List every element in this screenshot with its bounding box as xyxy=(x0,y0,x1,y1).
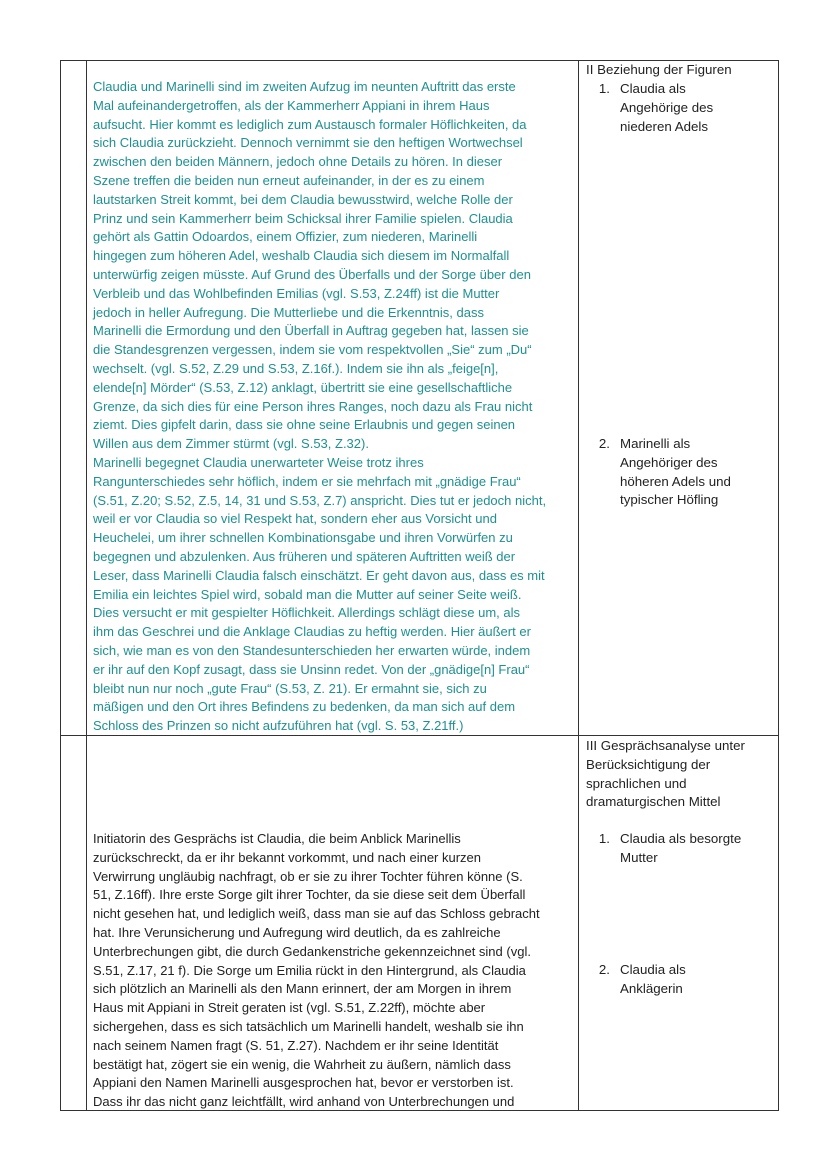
text-line: Claudia und Marinelli sind im zweiten Aufzug im neunten Auftritt das erste xyxy=(93,79,516,94)
heading-line: dramaturgischen Mittel xyxy=(586,794,721,810)
item-label-line: niederen Adels xyxy=(620,118,708,134)
text-line: sich, wie man es von den Standesunterschieden her erwarten würde, indem xyxy=(93,642,531,658)
text-line: Willen aus dem Zimmer stürmt (vgl. S.53, Z.32). xyxy=(93,436,369,452)
text-line: unterwürfig zeigen müsste. Auf Grund des Überfalls und der Sorge über den xyxy=(93,266,531,282)
item-label-line: Claudia als xyxy=(620,81,686,96)
text-line: Dass ihr das nicht ganz leichtfällt, wird anhand von Unterbrechungen und xyxy=(93,1094,515,1110)
text-line: zwischen den beiden Männern, jedoch ohne Details zu hören. In dieser xyxy=(93,154,503,170)
table-left-border xyxy=(60,60,61,1111)
heading-line: Berücksichtigung der xyxy=(586,756,711,772)
item-label-line: typischer Höfling xyxy=(620,492,719,508)
item-label-line: Angehörige des xyxy=(620,99,714,115)
text-line: ziemt. Dies gipfelt darin, dass sie ohne seine Erlaubnis und gegen seinen xyxy=(93,417,516,433)
text-line: Haus mit Appiani in Streit geraten ist (vgl. S.51, Z.22ff), möchte aber xyxy=(93,1000,486,1016)
text-line: (S.51, Z.20; S.52, Z.5, 14, 31 und S.53, Z.7) anspricht. Dies tut er jedoch nicht, xyxy=(93,492,547,508)
text-line: nicht gesehen hat, und lediglich weiß, dass man sie auf das Schloss gebracht xyxy=(93,906,540,922)
text-line: gehört als Gattin Odoardos, einem Offizier, zum niederen, Marinelli xyxy=(93,229,478,245)
text-line: Rangunterschiedes sehr höflich, indem er sie mehrfach mit „gnädige Frau“ xyxy=(93,473,521,489)
section-heading-beziehung: II Beziehung der Figuren xyxy=(586,62,732,77)
text-line: hingegen zum höheren Adel, weshalb Claudia sich diesem im Normalfall xyxy=(93,248,510,264)
heading-line: III Gesprächsanalyse unter xyxy=(586,738,745,753)
text-line: Verbleib und das Wohlbefinden Emilias (vgl. S.53, Z.24ff) ist die Mutter xyxy=(93,285,500,301)
text-line: wechselt. (vgl. S.52, Z.29 und S.53, Z.16f.). Indem sie ihn als „feige[n], xyxy=(93,360,499,376)
text-line: Emilia ein leichtes Spiel wird, sobald man die Mutter auf seiner Seite weiß. xyxy=(93,586,522,602)
text-line: Unterbrechungen gibt, die durch Gedankenstriche gekennzeichnet sind (vgl. xyxy=(93,943,531,959)
section1-paragraph2 xyxy=(93,454,546,736)
text-line: Dies versucht er mit gespielter Höflichkeit. Allerdings schlägt diese um, als xyxy=(93,605,521,621)
text-line: Szene treffen die beiden nun erneut aufeinander, in der es zu einem xyxy=(93,172,485,188)
text-line: Marinelli die Ermordung und den Überfall in Auftrag gegeben hat, lassen sie xyxy=(93,323,529,339)
item-label-line: höheren Adels und xyxy=(620,473,731,489)
heading-line: sprachlichen und xyxy=(586,775,687,791)
text-line: bleibt nun nur noch „gute Frau“ (S.53, Z. 21). Er ermahnt sie, sich zu xyxy=(93,680,487,696)
item-label-line: Marinelli als xyxy=(620,436,691,451)
item-label-line: Anklägerin xyxy=(620,980,683,996)
item-label xyxy=(620,830,741,868)
text-line: mäßigen und den Ort ihres Befindens zu bedenken, da man sich auf dem xyxy=(93,699,516,715)
text-line: aufsucht. Hier kommt es lediglich zum Austausch formaler Höflichkeiten, da xyxy=(93,116,527,132)
text-line: Verwirrung ungläubig nachfragt, ob er sie zu ihrer Tochter führen könne (S. xyxy=(93,868,523,884)
text-line: Mal aufeinandergetroffen, als der Kammerherr Appiani in ihrem Haus xyxy=(93,97,490,113)
item-label-line: Mutter xyxy=(620,849,658,865)
table-right-border xyxy=(778,60,779,1111)
item-label xyxy=(620,435,731,510)
text-line: zurückschreckt, da er ihr bekannt vorkommt, und nach einer kurzen xyxy=(93,849,482,865)
text-line: ihm das Geschrei und die Anklage Claudias zu heftig werden. Hier äußert er xyxy=(93,624,531,640)
item-number: 1. xyxy=(598,831,610,846)
text-line: sich plötzlich an Marinelli als den Mann erinnert, der am Morgen in ihrem xyxy=(93,981,512,997)
text-line: weil er vor Claudia so viel Respekt hat, sondern eher aus Vorsicht und xyxy=(93,511,497,527)
text-line: Marinelli begegnet Claudia unerwarteter Weise trotz ihres xyxy=(93,455,424,470)
text-line: hat. Ihre Verunsicherung und Aufregung wird deutlich, da es zahlreiche xyxy=(93,924,501,940)
text-line: die Standesgrenzen vergessen, indem sie vom respektvollen „Sie“ zum „Du“ xyxy=(93,342,532,358)
section1-paragraph1 xyxy=(93,78,532,454)
item-label xyxy=(620,961,686,999)
item-label-line: Claudia als besorgte xyxy=(620,831,742,846)
text-line: er ihr auf den Kopf zusagt, dass sie Unsinn redet. Von der „gnädige[n] Frau“ xyxy=(93,661,530,677)
text-line: sichergehen, dass es sich tatsächlich um Marinelli handelt, weshalb sie ihn xyxy=(93,1018,524,1034)
column-divider-1 xyxy=(86,60,87,1111)
section-heading-gespraechsanalyse xyxy=(586,737,745,812)
section2-paragraph xyxy=(93,830,540,1112)
item-label-line: Claudia als xyxy=(620,962,686,977)
text-line: Leser, dass Marinelli Claudia falsch einschätzt. Er geht davon aus, dass es mit xyxy=(93,567,545,583)
item-number: 1. xyxy=(598,81,610,96)
item-number: 2. xyxy=(598,436,610,451)
text-line: S.51, Z.17, 21 f). Die Sorge um Emilia rückt in den Hintergrund, als Claudia xyxy=(93,962,526,978)
text-line: bestätigt hat, zögert sie ein wenig, die Wahrheit zu äußern, nämlich dass xyxy=(93,1056,511,1072)
item-number: 2. xyxy=(598,962,610,977)
text-line: jedoch in heller Aufregung. Die Mutterliebe und die Erkenntnis, dass xyxy=(93,304,484,320)
text-line: Prinz und sein Kammerherr beim Schicksal ihrer Familie spielen. Claudia xyxy=(93,210,513,226)
text-line: nach seinem Namen fragt (S. 51, Z.27). Nachdem er ihr seine Identität xyxy=(93,1037,499,1053)
text-line: lautstarken Streit kommt, bei dem Claudia bewusstwird, welche Rolle der xyxy=(93,191,513,207)
text-line: elende[n] Mörder“ (S.53, Z.12) anklagt, übertritt sie eine gesellschaftliche xyxy=(93,379,513,395)
text-line: sich Claudia zurückzieht. Dennoch vernimmt sie den heftigen Wortwechsel xyxy=(93,135,523,151)
column-divider-2 xyxy=(578,60,579,1111)
text-line: 51, Z.16ff). Ihre erste Sorge gilt ihrer Tochter, da sie diese seit dem Überfall xyxy=(93,887,526,903)
text-line: Schloss des Prinzen so nicht aufzuführen hat (vgl. S. 53, Z.21ff.) xyxy=(93,718,464,734)
item-label-line: Angehöriger des xyxy=(620,454,718,470)
text-line: Initiatorin des Gesprächs ist Claudia, die beim Anblick Marinellis xyxy=(93,831,461,846)
item-label xyxy=(620,80,713,136)
text-line: Appiani den Namen Marinelli ausgesprochen hat, bevor er verstorben ist. xyxy=(93,1075,514,1091)
text-line: begegnen und abzulenken. Aus früheren und späteren Auftritten weiß der xyxy=(93,548,516,564)
text-line: Grenze, da sich dies für eine Person ihres Ranges, noch dazu als Frau nicht xyxy=(93,398,533,414)
text-line: Heuchelei, um ihrer schnellen Kombinationsgabe und ihren Vorwürfen zu xyxy=(93,530,513,546)
